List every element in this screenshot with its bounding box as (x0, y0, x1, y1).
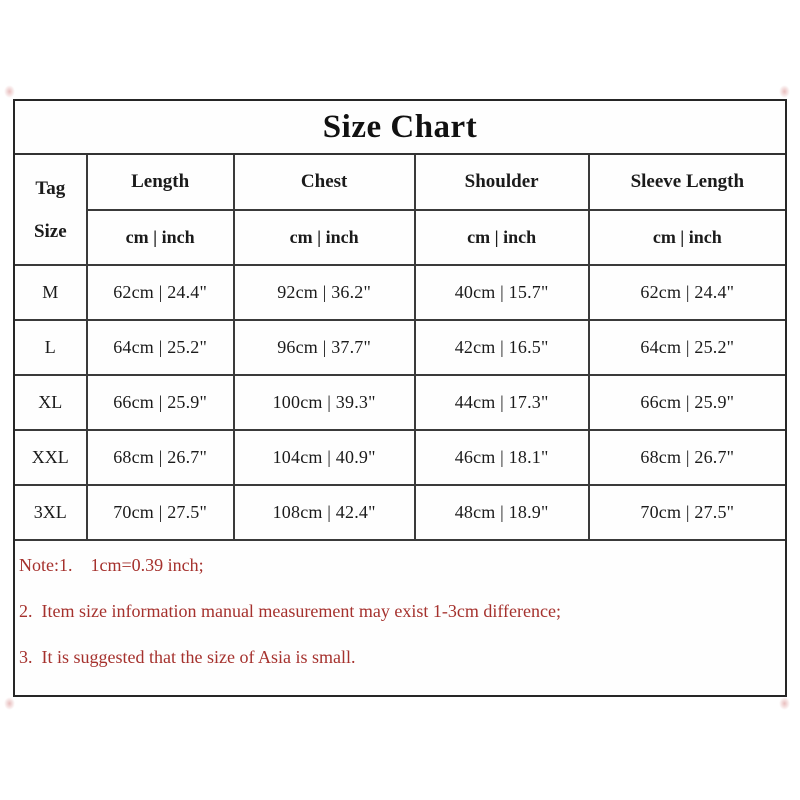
unit-header-length: cm | inch (87, 210, 234, 265)
measurements-table (15, 155, 785, 541)
table-row-xl (15, 375, 785, 430)
sleeve-value: 70cm | 27.5" (589, 485, 785, 540)
sleeve-value: 68cm | 26.7" (589, 430, 785, 485)
column-header-shoulder: Shoulder (415, 155, 589, 210)
shoulder-value: 40cm | 15.7" (415, 265, 589, 320)
corner-crop-mark (779, 85, 790, 98)
table-row-3xl (15, 485, 785, 540)
unit-header-chest: cm | inch (234, 210, 415, 265)
column-header-length: Length (87, 155, 234, 210)
size-tag: L (15, 320, 87, 375)
size-chart-table (13, 99, 787, 697)
size-tag: 3XL (15, 485, 87, 540)
corner-header-line1: Tag (35, 177, 66, 199)
size-tag: XXL (15, 430, 87, 485)
chest-value: 100cm | 39.3" (234, 375, 415, 430)
note-line-3: 3. It is suggested that the size of Asia is small. (19, 647, 356, 667)
page-title: Size Chart (15, 101, 785, 155)
note-line-2: 2. Item size information manual measurement may exist 1-3cm difference; (19, 601, 561, 621)
unit-header-sleeve-length: cm | inch (589, 210, 785, 265)
sleeve-value: 64cm | 25.2" (589, 320, 785, 375)
corner-header-line2: Size (33, 220, 67, 242)
table-row-m (15, 265, 785, 320)
length-value: 70cm | 27.5" (87, 485, 234, 540)
sleeve-value: 66cm | 25.9" (589, 375, 785, 430)
unit-header-shoulder: cm | inch (415, 210, 589, 265)
length-value: 68cm | 26.7" (87, 430, 234, 485)
table-row-l (15, 320, 785, 375)
chest-value: 108cm | 42.4" (234, 485, 415, 540)
chest-value: 96cm | 37.7" (234, 320, 415, 375)
shoulder-value: 44cm | 17.3" (415, 375, 589, 430)
sleeve-value: 62cm | 24.4" (589, 265, 785, 320)
chest-value: 92cm | 36.2" (234, 265, 415, 320)
note-line-1: Note:1. 1cm=0.39 inch; (19, 555, 204, 575)
notes-section (15, 541, 785, 695)
column-header-sleeve-length: Sleeve Length (589, 155, 785, 210)
length-value: 66cm | 25.9" (87, 375, 234, 430)
size-tag: M (15, 265, 87, 320)
corner-crop-mark (4, 85, 15, 98)
shoulder-value: 42cm | 16.5" (415, 320, 589, 375)
size-tag: XL (15, 375, 87, 430)
shoulder-value: 46cm | 18.1" (415, 430, 589, 485)
header-row-units (15, 210, 785, 265)
table-row-xxl (15, 430, 785, 485)
length-value: 62cm | 24.4" (87, 265, 234, 320)
header-row-labels (15, 155, 785, 210)
corner-crop-mark (4, 697, 15, 710)
column-header-chest: Chest (234, 155, 415, 210)
shoulder-value: 48cm | 18.9" (415, 485, 589, 540)
chest-value: 104cm | 40.9" (234, 430, 415, 485)
length-value: 64cm | 25.2" (87, 320, 234, 375)
corner-crop-mark (779, 697, 790, 710)
corner-header-tag-size (15, 155, 87, 265)
